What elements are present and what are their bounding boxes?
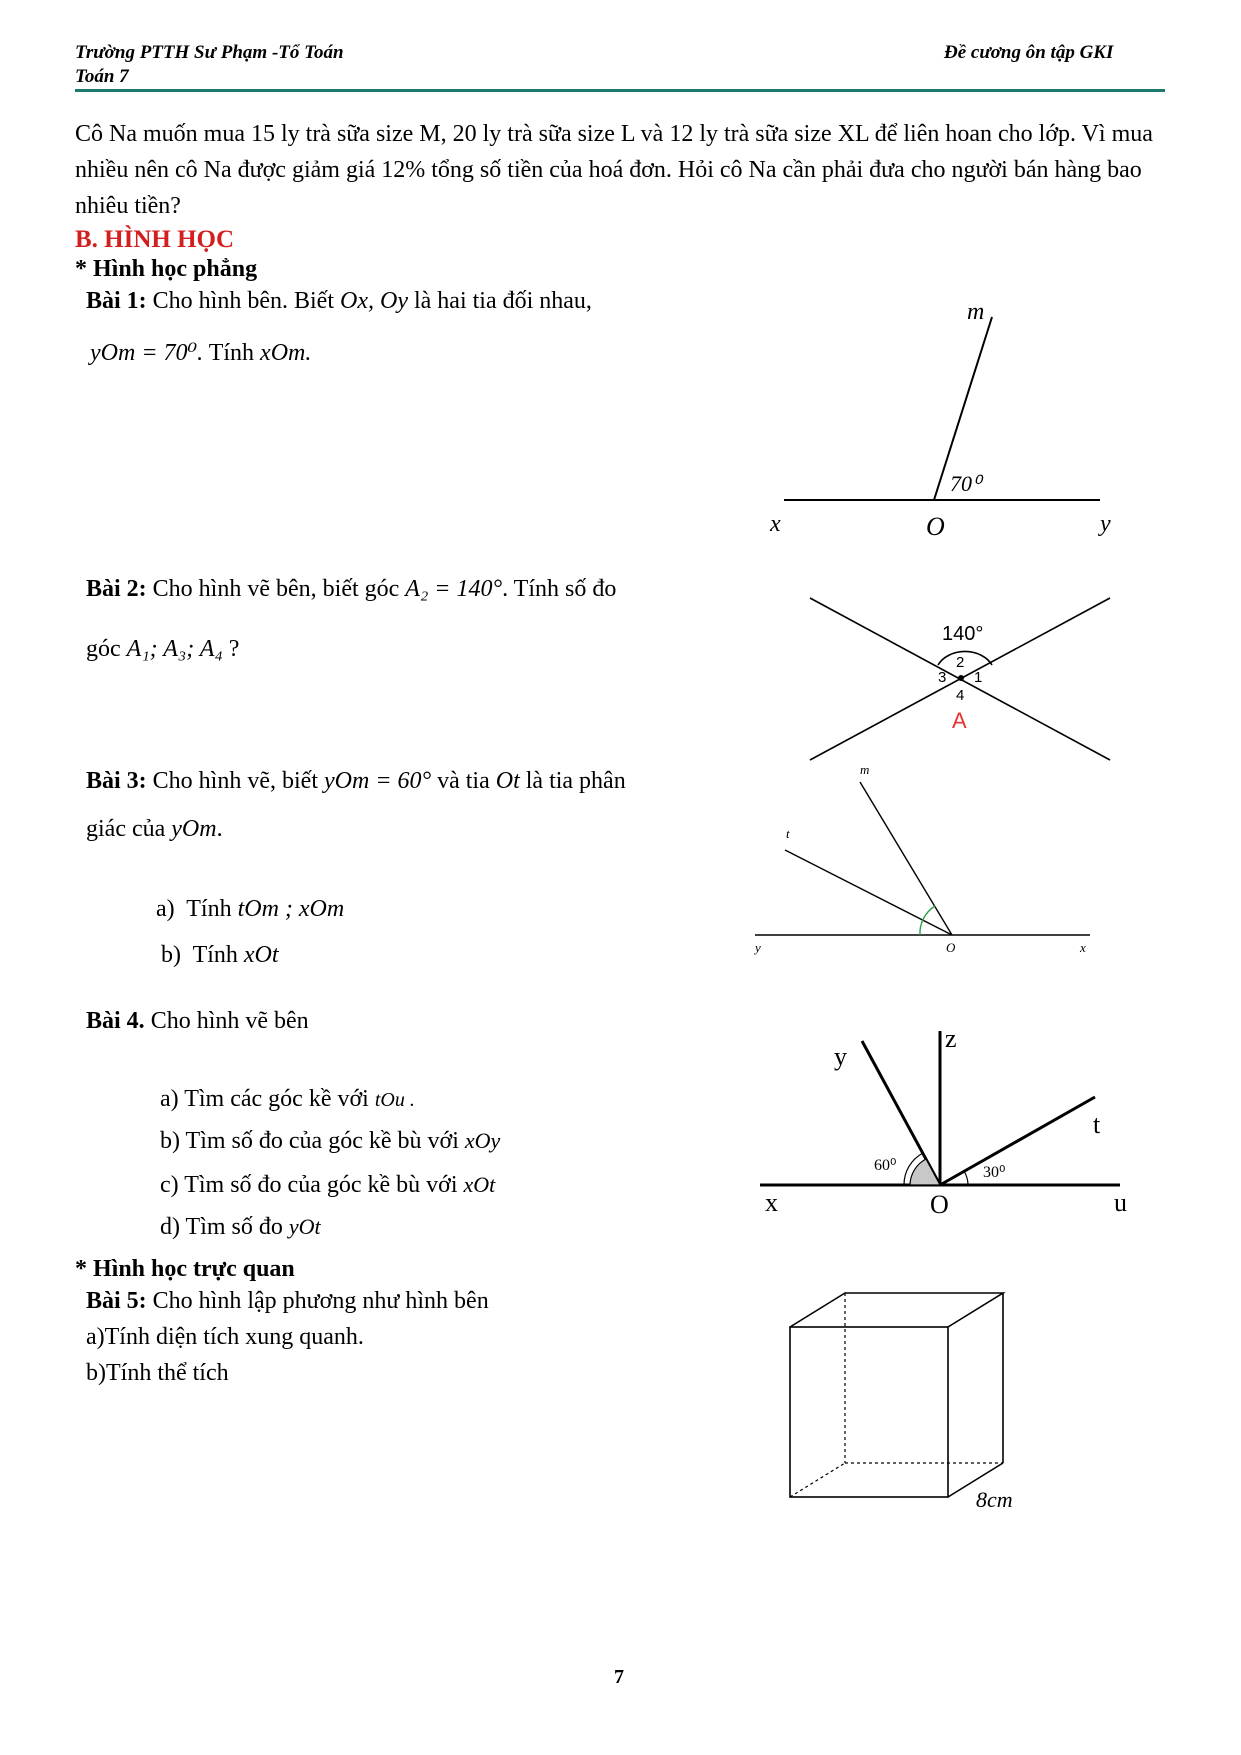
- bai3-line2: [86, 816, 223, 843]
- bai4-qa-math: tOu .: [374, 1089, 415, 1111]
- bai4-qb-text: b) Tìm số đo của góc kề bù với: [160, 1128, 459, 1154]
- fig5-top-face: [790, 1293, 1003, 1327]
- fig2-label-2: 2: [956, 654, 965, 671]
- fig3-label-t: t: [786, 826, 790, 841]
- bai3-qa-text: Tính: [186, 896, 232, 922]
- bai3-text1: Cho hình vẽ, biết: [152, 768, 318, 794]
- fig1-label-m: m: [967, 299, 985, 325]
- figure-1: [760, 295, 1120, 545]
- fig3-label-m: m: [860, 762, 870, 777]
- bai3-math2: Ot: [495, 768, 520, 794]
- bai3-line1: [86, 768, 626, 795]
- fig3-label-y: y: [755, 940, 761, 955]
- bai2-line1: [86, 576, 616, 603]
- bai4-qb: [160, 1128, 500, 1155]
- bai1-line2: [90, 338, 311, 367]
- page-number: 7: [614, 1666, 624, 1688]
- fig2-label-angle: 140°: [942, 623, 984, 645]
- bai4-qd-math: yOt: [288, 1214, 321, 1239]
- fig2-label-1: 1: [974, 669, 983, 686]
- bai1-text2: là hai tia đối nhau,: [413, 288, 592, 314]
- fig2-label-3: 3: [938, 669, 947, 686]
- header-subject: Toán 7: [75, 66, 129, 87]
- bai2-text1: Cho hình vẽ bên, biết góc: [152, 576, 400, 602]
- bai2-math2: A₁; A₃; A₄: [126, 636, 223, 662]
- header-title: Đề cương ôn tập GKI: [944, 42, 1114, 63]
- fig4-label-o: O: [930, 1190, 949, 1219]
- bai3-label: Bài 3:: [86, 768, 147, 794]
- fig4-angle-30-arc: [964, 1171, 968, 1185]
- bai5-qb: b)Tính thể tích: [86, 1360, 229, 1386]
- bai3-qa: [156, 896, 344, 923]
- bai4-qb-math: xOy: [464, 1128, 501, 1153]
- bai3-qa-label: a): [156, 896, 175, 922]
- fig4-label-x: x: [765, 1188, 778, 1217]
- bai1-line1: [86, 288, 592, 315]
- figure-2: [800, 590, 1120, 770]
- figure-5: [780, 1285, 1040, 1515]
- bai3-qb-math: xOt: [243, 942, 279, 968]
- bai1-math3: xOm.: [260, 340, 312, 366]
- bai5-line1: [86, 1288, 489, 1315]
- fig5-hidden-depth: [790, 1463, 845, 1497]
- bai4-qa: [160, 1086, 415, 1113]
- bai3-qa-math: tOm ; xOm: [237, 896, 345, 922]
- bai3-text5: .: [216, 816, 223, 842]
- visual-geometry-heading: * Hình học trực quan: [75, 1256, 295, 1282]
- fig2-point-a: [958, 675, 964, 681]
- fig3-label-x: x: [1080, 940, 1086, 955]
- bai1-math2: yOm = 70⁰.: [90, 340, 204, 366]
- fig1-label-angle: 70⁰: [950, 471, 981, 496]
- fig4-label-y: y: [834, 1042, 847, 1071]
- section-b-heading: B. HÌNH HỌC: [75, 226, 235, 253]
- bai4-qc: [160, 1172, 495, 1199]
- bai2-text3: góc: [86, 636, 121, 662]
- bai3-math1: yOm = 60°: [324, 768, 432, 794]
- bai2-text4: ?: [228, 636, 240, 662]
- plane-geometry-heading: * Hình học phẳng: [75, 256, 258, 282]
- fig4-label-t: t: [1093, 1110, 1101, 1139]
- bai5-qa: a)Tính diện tích xung quanh.: [86, 1324, 364, 1350]
- bai2-label: Bài 2:: [86, 576, 147, 602]
- bai4-qc-text: c) Tìm số đo của góc kề bù với: [160, 1172, 458, 1198]
- bai3-math3: yOm: [171, 816, 217, 842]
- bai3-text3: là tia phân: [525, 768, 626, 794]
- bai3-qb: [161, 942, 279, 969]
- fig1-label-o: O: [926, 512, 945, 541]
- bai4-text: Cho hình vẽ bên: [150, 1008, 309, 1034]
- bai2-text2: . Tính số đo: [502, 576, 617, 602]
- bai1-label: Bài 1:: [86, 288, 147, 314]
- fig2-angle-arc: [938, 651, 992, 665]
- fig5-label-edge: 8cm: [976, 1487, 1013, 1512]
- bai3-text4: giác của: [86, 816, 166, 842]
- bai1-text3: Tính: [208, 340, 255, 366]
- bai2-line2: [86, 636, 239, 663]
- fig5-front-face: [790, 1327, 948, 1497]
- fig4-label-u: u: [1114, 1188, 1127, 1217]
- bai4-label: Bài 4.: [86, 1008, 145, 1034]
- header-school: Trường PTTH Sư Phạm -Tổ Toán: [75, 42, 344, 63]
- fig2-label-a: A: [952, 708, 967, 733]
- bai4-qd-text: d) Tìm số đo: [160, 1214, 283, 1240]
- fig1-label-y: y: [1100, 511, 1111, 537]
- bai3-qb-text: Tính: [192, 942, 238, 968]
- header-rule: [75, 89, 1165, 92]
- fig4-label-60: 60⁰: [874, 1157, 897, 1174]
- fig3-label-o: O: [946, 940, 956, 955]
- fig4-label-30: 30⁰: [983, 1164, 1006, 1181]
- fig2-label-4: 4: [956, 687, 965, 704]
- bai3-text2: và tia: [437, 768, 490, 794]
- bai1-text1: Cho hình bên. Biết: [152, 288, 334, 314]
- bai4-qc-math: xOt: [463, 1172, 496, 1197]
- fig4-ray-ot: [940, 1097, 1095, 1185]
- bai4-qd: [160, 1214, 321, 1241]
- bai5-label: Bài 5:: [86, 1288, 147, 1314]
- bai4-qa-text: a) Tìm các góc kề với: [160, 1086, 369, 1112]
- bai1-math1: Ox, Oy: [340, 288, 408, 314]
- fig1-label-x: x: [770, 511, 781, 537]
- fig3-angle-arc: [920, 906, 935, 935]
- bai3-qb-label: b): [161, 942, 181, 968]
- figure-3: [750, 760, 1100, 960]
- fig4-label-z: z: [945, 1024, 957, 1053]
- bai5-text: Cho hình lập phương như hình bên: [152, 1288, 489, 1314]
- fig4-angle-60-fill: [910, 1159, 940, 1185]
- intro-paragraph: Cô Na muốn mua 15 ly trà sữa size M, 20 ly trà sữa size L và 12 ly trà sữa size XL để liên hoan cho lớp. Vì mua nhiều nên cô Na được giảm giá 12% tổng số tiền của hoá đơn. Hỏi cô Na cần phải đưa cho người bán hàng bao nhiêu tiền?: [75, 121, 1153, 219]
- bai2-math1: A₂ = 140°: [405, 576, 503, 602]
- figure-4: [750, 1015, 1150, 1235]
- bai4-line1: [86, 1008, 309, 1035]
